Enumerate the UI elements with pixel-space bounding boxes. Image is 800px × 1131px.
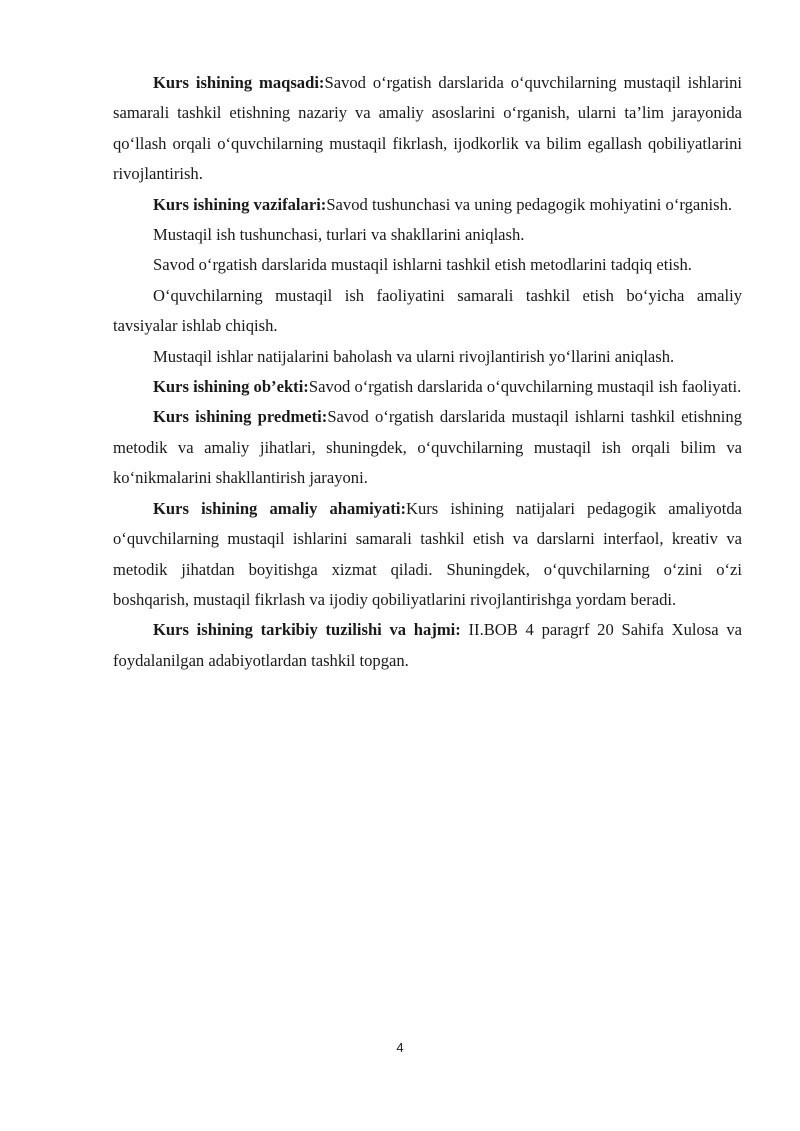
paragraph-task-2 — [113, 250, 742, 280]
paragraph-text: Savod o‘rgatish darslarida o‘quvchilarning mustaqil ishlarini samarali tashkil etishning nazariy va amaliy asoslarini o‘rganish, ularni ta’lim jarayonida qo‘llash orqali o‘quvchilarning mustaqil fikrlash, ijodkorlik va bilim egallash qobiliyatlarini rivojlantirish. — [113, 73, 742, 184]
paragraph-text: Savod o‘rgatish darslarida mustaqil ishlarni tashkil etishning metodik va amaliy jihatlari, shuningdek, o‘quvchilarning mustaqil ish orqali bilim va ko‘nikmalarini shakllantirish jarayoni. — [113, 407, 742, 488]
paragraph-task-1 — [113, 220, 742, 250]
paragraph-heading: Kurs ishining ob’ekti: — [153, 377, 309, 397]
paragraph-heading: Kurs ishining amaliy ahamiyati: — [153, 498, 406, 518]
paragraph-heading: Kurs ishining vazifalari: — [153, 194, 327, 214]
paragraph-heading: Kurs ishining maqsadi: — [153, 73, 325, 92]
paragraph-text: O‘quvchilarning mustaqil ish faoliyatini samarali tashkil etish bo‘yicha amaliy tavsiyalar ishlab chiqish. — [113, 285, 742, 336]
paragraph-task-3 — [113, 281, 742, 342]
paragraph-vazifalari — [113, 190, 742, 220]
page-body — [113, 68, 742, 676]
page-number: 4 — [396, 1040, 404, 1055]
paragraph-predmeti — [113, 402, 742, 493]
paragraph-text: Mustaqil ish tushunchasi, turlari va shakllarini aniqlash. — [153, 225, 525, 245]
paragraph-text: II.BOB 4 paragrf 20 Sahifa Xulosa va foydalanilgan adabiyotlardan tashkil topgan. — [113, 620, 742, 670]
paragraph-tarkibiy-tuzilishi — [113, 615, 742, 676]
paragraph-obekti — [113, 372, 742, 402]
paragraph-heading: Kurs ishining predmeti: — [153, 407, 328, 427]
paragraph-text: Savod o‘rgatish darslarida o‘quvchilarning mustaqil ish faoliyati. — [308, 377, 742, 397]
paragraph-task-4 — [113, 342, 742, 372]
paragraph-text: Savod o‘rgatish darslarida mustaqil ishlarni tashkil etish metodlarini tadqiq etish. — [153, 255, 692, 275]
paragraph-amaliy-ahamiyati — [113, 494, 742, 616]
paragraph-text: Savod tushunchasi va uning pedagogik mohiyatini o‘rganish. — [326, 194, 733, 214]
paragraph-text: Mustaqil ishlar natijalarini baholash va ularni rivojlantirish yo‘llarini aniqlash. — [153, 346, 675, 366]
paragraph-text: Kurs ishining natijalari pedagogik amaliyotda o‘quvchilarning mustaqil ishlarini samarali tashkil etish va darslarni interfaol, kreativ va metodik jihatdan boyitishga xizmat qiladi. Shuningdek, o‘quvchilarning o‘zini o‘zi boshqarish, mustaqil fikrlash va ijodiy qobiliyatlarini rivojlantirishga yordam beradi. — [113, 498, 742, 609]
paragraph-maqsadi — [113, 68, 742, 190]
paragraph-heading: Kurs ishining tarkibiy tuzilishi va hajmi: — [153, 620, 461, 640]
